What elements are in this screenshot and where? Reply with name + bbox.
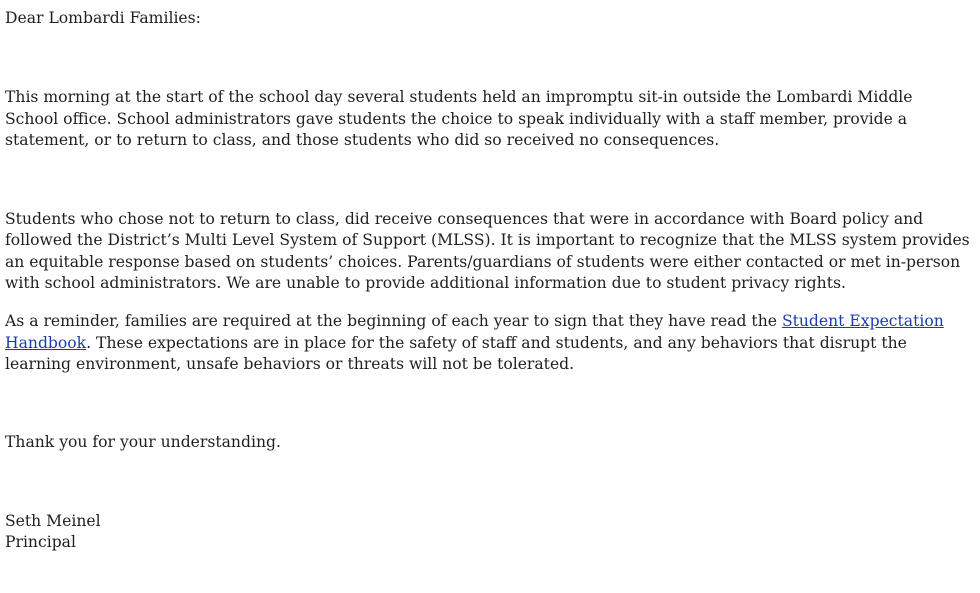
signature-block — [5, 511, 970, 554]
reminder-text-after-link: . These expectations are in place for the safety of staff and students, and any behaviors that disrupt the learning environment, unsafe behaviors or threats will not be tolerated. — [5, 333, 907, 373]
paragraph-reminder — [5, 311, 970, 375]
closing-line: Thank you for your understanding. — [5, 433, 281, 452]
reminder-text-before-link: As a reminder, families are required at the beginning of each year to sign that they have read the — [5, 312, 782, 331]
paragraph-sit-in: This morning at the start of the school day several students held an impromptu sit-in outside the Lombardi Middle School office. School administrators gave students the choice to speak individually with a staff member, provide a statement, or to return to class, and those students who did so received no consequences. — [5, 88, 913, 149]
paragraph-consequences: Students who chose not to return to class, did receive consequences that were in accordance with Board policy and followed the District’s Multi Level System of Support (MLSS). It is important to recognize that the MLSS system provides an equitable response based on students’ choices. Parents/guardians of students were either contacted or met in-person with school administrators. We are unable to provide additional information due to student privacy rights. — [5, 210, 970, 293]
signature-name: Seth Meinel — [5, 511, 101, 530]
signature-title: Principal — [5, 532, 76, 551]
student-expectation-handbook-link[interactable]: Student Expectation Handbook — [5, 312, 944, 352]
letter-body — [5, 8, 970, 553]
greeting: Dear Lombardi Families: — [5, 9, 201, 27]
